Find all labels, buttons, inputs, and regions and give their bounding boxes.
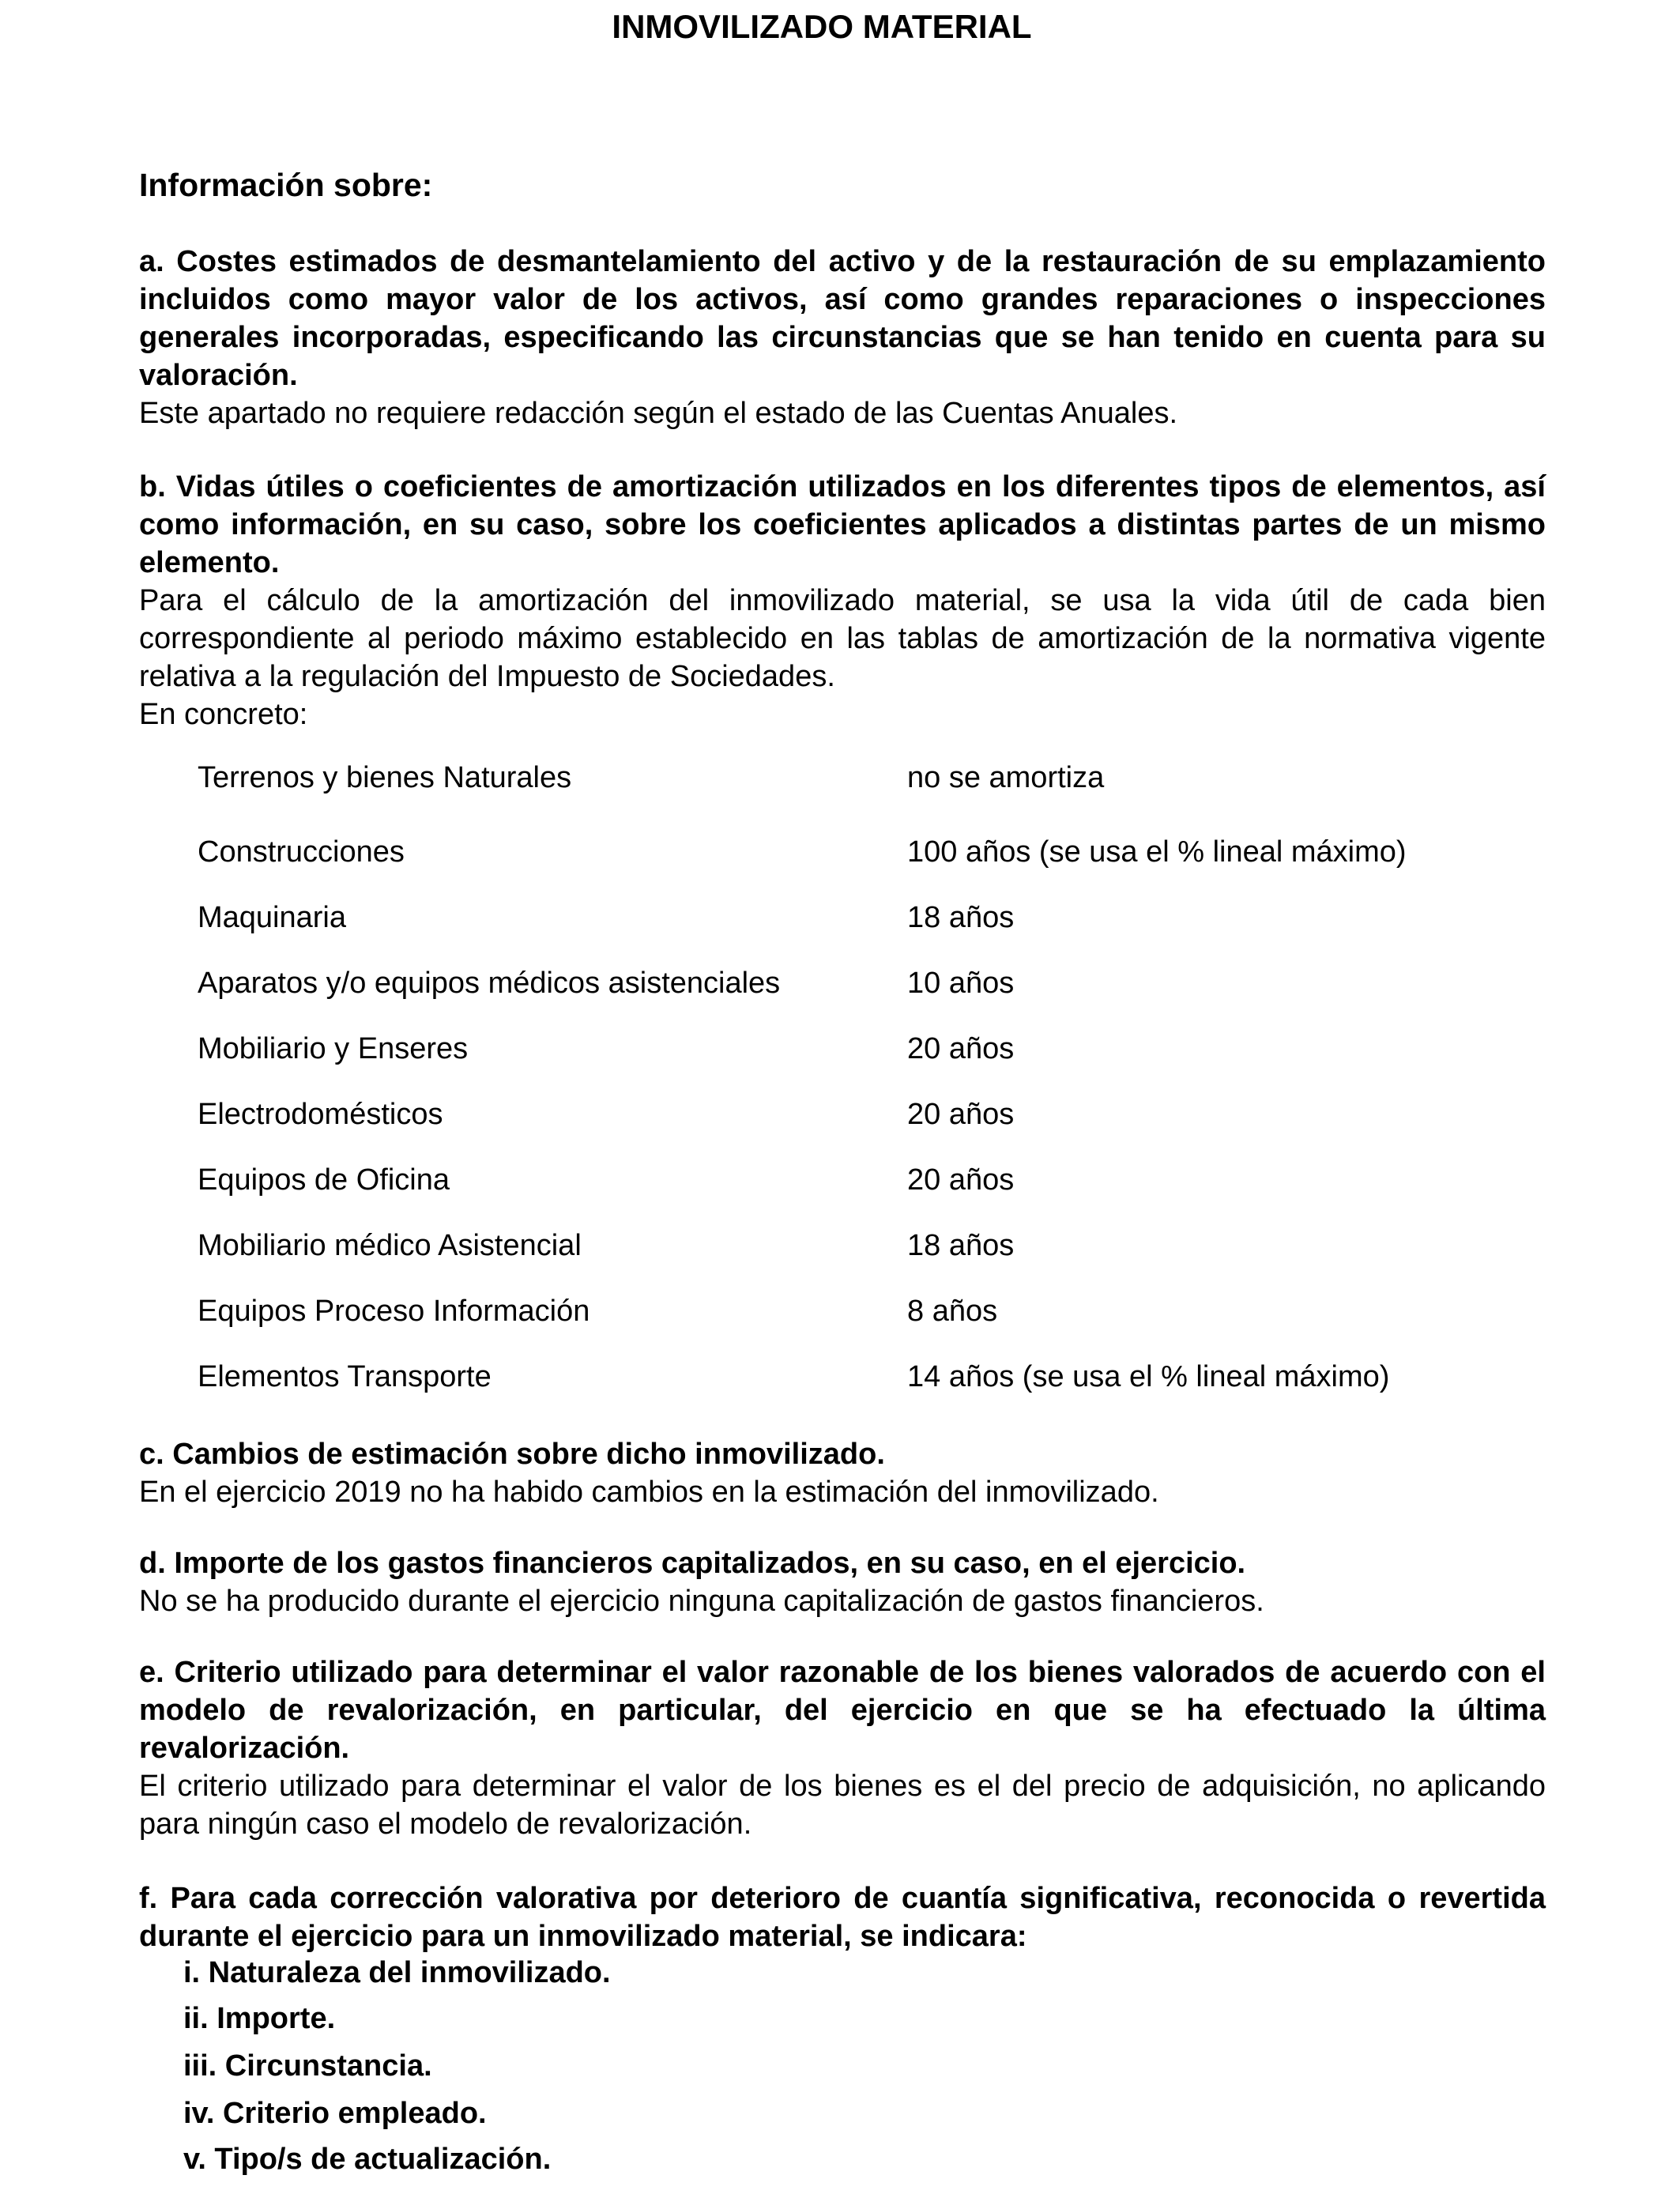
list-item: i. Naturaleza del inmovilizado. [183,1956,611,1989]
section-d-body: No se ha producido durante el ejercicio ninguna capitalización de gastos financieros. [139,1585,1264,1618]
asset-type: Construcciones [198,835,405,869]
section-f-heading: f. Para cada corrección valorativa por deterioro de cuantía significativa, reconocida o revertida durante el ejercicio para un inmovilizado material, se indicara: [139,1882,1546,1953]
table-row [198,1358,1541,1396]
useful-life: 20 años [907,1163,1015,1197]
section-e [139,1653,1546,1843]
useful-life: 18 años [907,1229,1015,1262]
useful-life: 18 años [907,901,1015,934]
table-row [198,1095,1541,1133]
info-heading: Información sobre: [139,167,433,203]
section-a-heading: a. Costes estimados de desmantelamiento del activo y de la restauración de su emplazamiento incluidos como mayor valor de los activos, así como grandes reparaciones o inspecciones generales incorporadas, especificando las circunstancias que se han tenido en cuenta para su valoración. [139,245,1546,392]
table-row [198,1292,1541,1330]
section-b-body: Para el cálculo de la amortización del inmovilizado material, se usa la vida útil de cada bien correspondiente al periodo máximo establecido en las tablas de amortización de la normativa vigente relativa a la regulación del Impuesto de Sociedades. [139,584,1546,693]
list-item: v. Tipo/s de actualización. [183,2143,552,2176]
section-b-intro: En concreto: [139,698,308,731]
useful-life: 14 años (se usa el % lineal máximo) [907,1360,1390,1393]
section-e-body: El criterio utilizado para determinar el valor de los bienes es el del precio de adquisición, no aplicando para ningún caso el modelo de revalorización. [139,1770,1546,1841]
useful-life: 10 años [907,967,1015,1000]
asset-type: Equipos de Oficina [198,1163,450,1197]
list-item: ii. Importe. [183,2002,336,2035]
asset-type: Elementos Transporte [198,1360,492,1393]
section-a-body: Este apartado no requiere redacción según el estado de las Cuentas Anuales. [139,397,1178,430]
section-b-heading: b. Vidas útiles o coeficientes de amortización utilizados en los diferentes tipos de elementos, así como información, en su caso, sobre los coeficientes aplicados a distintas partes de un mismo elemento. [139,470,1546,579]
useful-life: 20 años [907,1098,1015,1131]
asset-type: Equipos Proceso Información [198,1295,590,1328]
section-c [139,1435,1546,1511]
asset-type: Mobiliario y Enseres [198,1032,469,1065]
asset-type: Maquinaria [198,901,346,934]
table-row [198,1227,1541,1265]
table-row [198,899,1541,937]
section-d-heading: d. Importe de los gastos financieros capitalizados, en su caso, en el ejercicio. [139,1547,1246,1580]
asset-type: Terrenos y bienes Naturales [198,761,572,794]
useful-life: no se amortiza [907,761,1105,794]
asset-type: Mobiliario médico Asistencial [198,1229,582,1262]
section-b [139,468,1546,733]
list-item: iii. Circunstancia. [183,2049,432,2083]
asset-type: Aparatos y/o equipos médicos asistenciales [198,967,781,1000]
useful-life: 20 años [907,1032,1015,1065]
table-row [198,964,1541,1002]
useful-life: 100 años (se usa el % lineal máximo) [907,835,1407,869]
table-row [198,833,1541,871]
section-d [139,1544,1546,1620]
useful-life: 8 años [907,1295,998,1328]
section-c-heading: c. Cambios de estimación sobre dicho inmovilizado. [139,1438,885,1471]
table-row [198,759,1541,797]
list-item: iv. Criterio empleado. [183,2097,487,2130]
page-title: INMOVILIZADO MATERIAL [612,8,1032,45]
section-c-body: En el ejercicio 2019 no ha habido cambios en la estimación del inmovilizado. [139,1476,1159,1509]
asset-type: Electrodomésticos [198,1098,443,1131]
table-row [198,1161,1541,1199]
section-e-heading: e. Criterio utilizado para determinar el valor razonable de los bienes valorados de acuerdo con el modelo de revalorización, en particular, del ejercicio en que se ha efectuado la última revalorización. [139,1656,1546,1765]
section-f [139,1879,1546,1955]
table-row [198,1030,1541,1068]
section-a [139,243,1546,432]
